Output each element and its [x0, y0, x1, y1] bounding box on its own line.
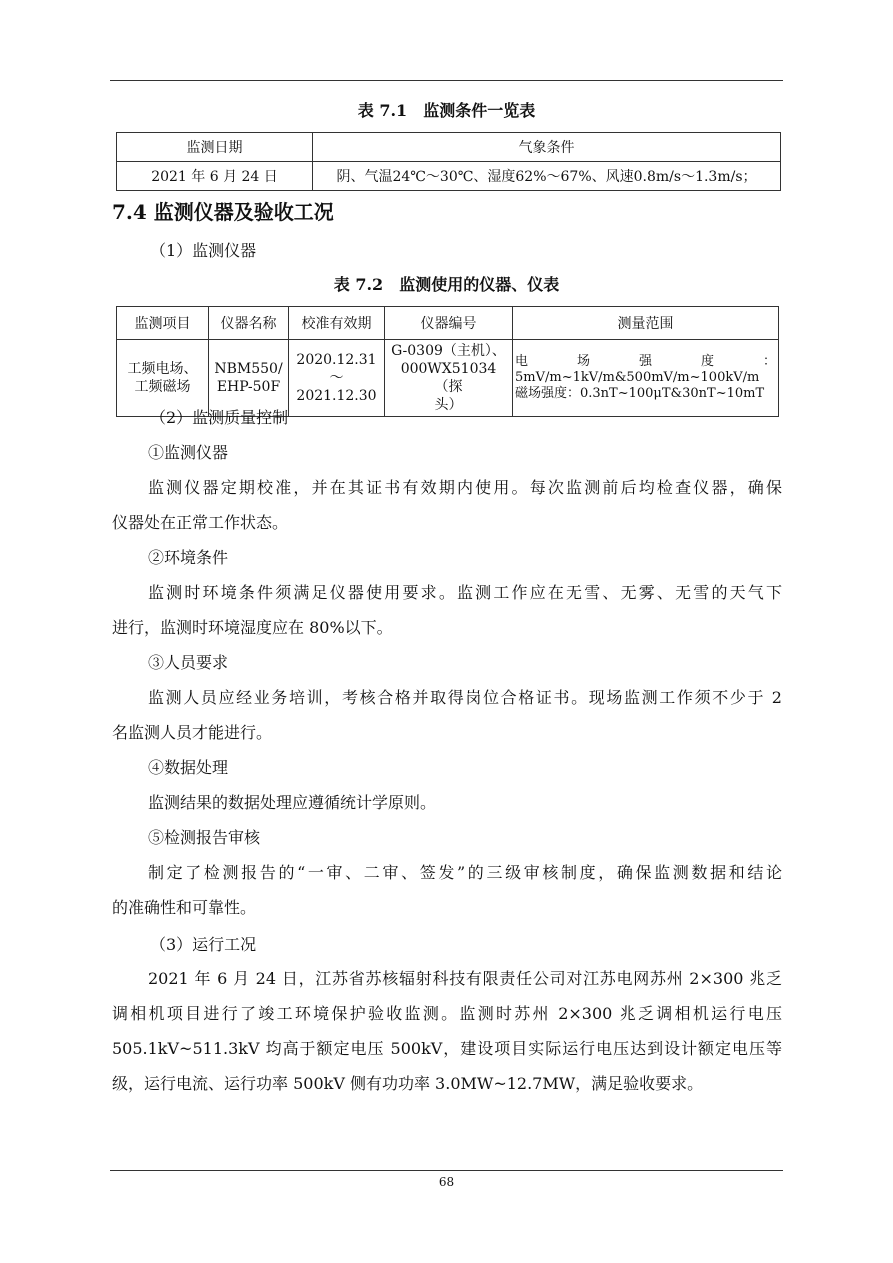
paragraph-line: 监测仪器定期校准，并在其证书有效期内使用。每次监测前后均检查仪器，确保	[148, 478, 782, 497]
cell-line: NBM550/	[214, 361, 283, 377]
weather-cell: 阴、气温24℃～30℃、湿度62%～67%、风速0.8m/s～1.3m/s；	[313, 162, 781, 191]
range-line: 5mV/m~1kV/m&500mV/m~100kV/m	[515, 370, 760, 385]
item-heading: ③人员要求	[148, 653, 229, 672]
range-char: 度	[700, 354, 714, 369]
paragraph-line: 505.1kV~511.3kV 均高于额定电压 500kV，建设项目实际运行电压达到设计额定电压等	[112, 1039, 782, 1058]
paragraph-line: 名监测人员才能进行。	[112, 723, 273, 742]
header-rule	[110, 80, 783, 81]
subheading-operation: （3）运行工况	[150, 935, 257, 954]
range-char: 电	[515, 354, 529, 369]
range-line	[515, 354, 776, 370]
footer-rule	[110, 1170, 783, 1171]
paragraph-line: 的准确性和可靠性。	[112, 898, 257, 917]
item-heading: ④数据处理	[148, 758, 229, 777]
table-header-row	[117, 133, 781, 162]
table-header-row	[117, 307, 779, 340]
paragraph-line: 监测时环境条件须满足仪器使用要求。监测工作应在无雪、无雾、无雪的天气下	[148, 583, 782, 602]
date-cell: 2021 年 6 月 24 日	[117, 162, 313, 191]
cell-line: EHP-50F	[216, 379, 281, 395]
cell-line: 2021.12.30	[296, 388, 377, 404]
monitoring-conditions-table	[116, 132, 781, 191]
table-row	[117, 162, 781, 191]
item-heading: ①监测仪器	[148, 443, 229, 462]
instrument-table	[116, 306, 779, 417]
section-title: 7.4 监测仪器及验收工况	[112, 200, 334, 224]
calibration-cell	[289, 340, 385, 417]
paragraph-line: 制定了检测报告的“一审、二审、签发”的三级审核制度，确保监测数据和结论	[148, 863, 782, 882]
header-cell: 监测项目	[117, 307, 209, 340]
table1-caption: 表 7.1 监测条件一览表	[357, 101, 536, 120]
cell-line: 工频电场、	[127, 361, 198, 377]
header-cell: 测量范围	[513, 307, 779, 340]
paragraph-line: 监测人员应经业务培训，考核合格并取得岗位合格证书。现场监测工作须不少于 2	[148, 688, 782, 707]
paragraph-line: 级，运行电流、运行功率 500kV 侧有功功率 3.0MW~12.7MW，满足验收要求。	[112, 1074, 704, 1093]
paragraph-line: 监测结果的数据处理应遵循统计学原则。	[148, 793, 437, 812]
paragraph-line: 2021 年 6 月 24 日，江苏省苏核辐射科技有限责任公司对江苏电网苏州 2×300 兆乏	[148, 969, 782, 988]
header-cell: 监测日期	[117, 133, 313, 162]
header-cell: 气象条件	[313, 133, 781, 162]
subheading-instruments: （1）监测仪器	[150, 241, 257, 260]
page-number: 68	[438, 1175, 455, 1189]
table2-caption: 表 7.2 监测使用的仪器、仪表	[333, 275, 560, 294]
cell-line: G-0309（主机）、	[391, 343, 506, 359]
cell-line: 000WX51034（探	[400, 361, 497, 395]
range-char: 场	[576, 354, 590, 369]
range-char: 强	[638, 354, 652, 369]
cell-line: 头）	[434, 397, 463, 413]
paragraph-line: 调相机项目进行了竣工环境保护验收监测。监测时苏州 2×300 兆乏调相机运行电压	[112, 1004, 782, 1023]
item-heading: ⑤检测报告审核	[148, 828, 261, 847]
header-cell: 校准有效期	[289, 307, 385, 340]
header-cell: 仪器编号	[385, 307, 513, 340]
subheading-quality: （2）监测质量控制	[150, 408, 289, 427]
cell-line: 2020.12.31～	[296, 352, 377, 386]
instrument-id-cell	[385, 340, 513, 417]
measurement-range-cell	[513, 340, 779, 417]
paragraph-line: 仪器处在正常工作状态。	[112, 513, 289, 532]
range-char: ：	[762, 354, 776, 369]
cell-line: 工频磁场	[134, 379, 191, 395]
header-cell: 仪器名称	[209, 307, 289, 340]
range-line: 磁场强度：0.3nT~100μT&30nT~10mT	[515, 386, 765, 401]
item-heading: ②环境条件	[148, 548, 229, 567]
paragraph-line: 进行，监测时环境湿度应在 80%以下。	[112, 618, 393, 637]
